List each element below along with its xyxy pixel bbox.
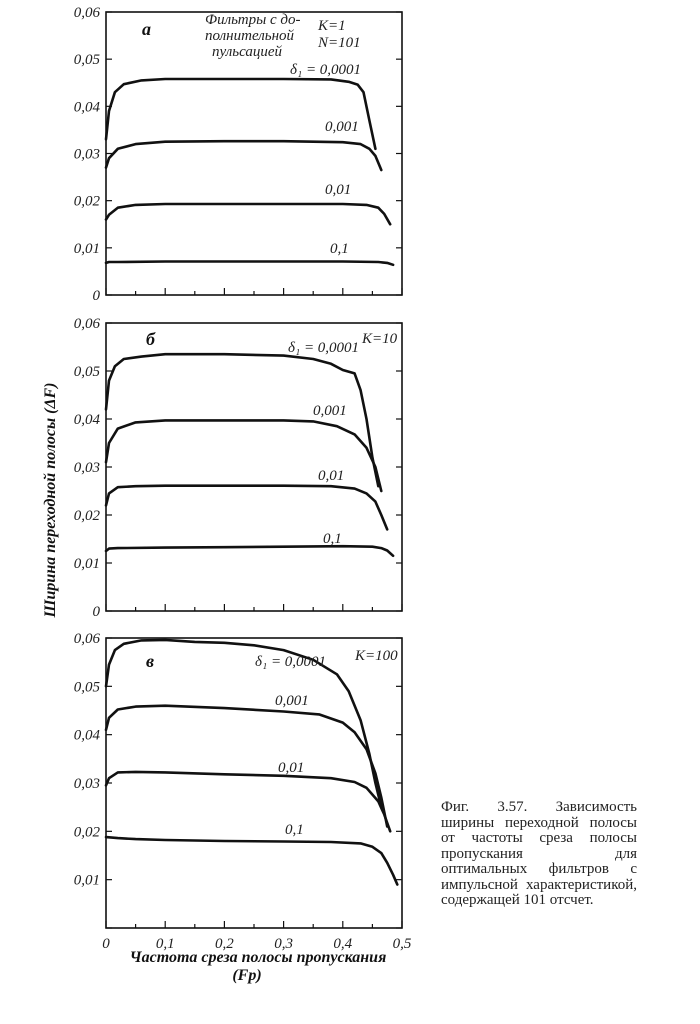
panel-1-curve-3 (106, 204, 390, 224)
panel-1-note: K=1 (318, 18, 346, 34)
panel-1-letter: а (142, 19, 151, 39)
panel-2-ytick-label: 0,01 (73, 556, 100, 572)
panel-2-note: K=10 (362, 331, 398, 347)
panel-2-ytick-label: 0 (92, 604, 100, 620)
panel-3-note: K=100 (355, 648, 398, 664)
figure-caption (441, 800, 637, 909)
panel-1-curve-1 (106, 79, 375, 149)
x-axis-title-line1: Частота среза полосы пропускания (129, 949, 387, 966)
y-axis-title: Ширина переходной полосы (ΔF) (42, 382, 59, 618)
panel-3-letter: в (146, 651, 155, 671)
panel-3-curve-4 (106, 837, 397, 884)
panel-3-xtick-label: 0,5 (392, 936, 412, 952)
panel-1-ytick-label: 0,05 (73, 52, 100, 69)
panel-1-note: Фильтры с до- (205, 12, 301, 28)
panel-2-frame (106, 323, 402, 611)
panel-3-ytick-label: 0,04 (73, 727, 100, 744)
panel-1-note: N=101 (318, 35, 361, 51)
panel-1-curve-label-2: 0,001 (325, 119, 359, 135)
caption-text: Зависимость ширины переходной полосы от частоты среза полосы пропускания для оптимальных фильтров с импульсной характеристикой, содержащей 101 отсчет. (441, 799, 638, 908)
panel-3-curve-label-4: 0,1 (285, 822, 304, 838)
panel-2-curve-label-3: 0,01 (318, 468, 345, 484)
panel-1-curve-2 (106, 141, 381, 170)
panel-3-ytick-label: 0,01 (73, 872, 100, 889)
panel-1-ytick-label: 0,03 (73, 146, 100, 163)
panel-3-ytick-label: 0,06 (73, 631, 100, 647)
panel-2-ytick-label: 0,03 (73, 460, 100, 476)
panel-1-curve-label-3: 0,01 (325, 182, 352, 198)
panel-3-xtick-label: 0,3 (274, 936, 293, 952)
panel-3-curve-label-2: 0,001 (275, 693, 309, 709)
panel-2-curve-label-2: 0,001 (313, 403, 347, 419)
panel-3-curve-label-3: 0,01 (278, 760, 305, 776)
panel-1-ytick-label: 0,04 (73, 99, 100, 116)
panel-1-curve-4 (106, 262, 393, 265)
panel-3-ytick-label: 0,05 (73, 679, 100, 696)
panel-3-ytick-label: 0,03 (73, 776, 100, 792)
panel-2-ytick-label: 0,06 (73, 316, 100, 332)
panel-1-curve-label-4: 0,1 (330, 241, 349, 257)
panel-1-note: пульсацией (212, 44, 283, 60)
panel-2-curve-4 (106, 546, 393, 556)
panel-3-curve-2 (106, 706, 387, 827)
panel-3-xtick-label: 0 (102, 936, 110, 952)
panel-1-ytick-label: 0,01 (73, 240, 100, 257)
panel-3-xtick-label: 0,1 (155, 936, 175, 952)
panel-3-xtick-label: 0,4 (333, 936, 353, 952)
panel-1-curve-label-1: δ₁ = 0,0001 (290, 62, 362, 78)
panel-1-note: полнительной (205, 28, 295, 44)
panel-2-curve-3 (106, 486, 387, 530)
panel-1-ytick-label: 0,02 (73, 193, 100, 210)
panel-3-ytick-label: 0,02 (73, 824, 100, 841)
panel-3-xtick-label: 0,2 (215, 936, 234, 952)
panel-2-curve-label-4: 0,1 (323, 531, 342, 547)
panel-2-curve-label-1: δ₁ = 0,0001 (288, 340, 360, 356)
panel-1-ytick-label: 0 (92, 288, 100, 304)
panel-2-letter: б (146, 329, 155, 349)
panel-1-ytick-label: 0,06 (73, 5, 100, 21)
panel-3-curve-label-1: δ₁ = 0,0001 (255, 654, 327, 670)
panel-2-ytick-label: 0,04 (73, 412, 100, 428)
x-axis-title-line2: (Fp) (232, 967, 262, 984)
panel-3-curve-3 (106, 772, 390, 831)
panel-2-ytick-label: 0,05 (73, 364, 100, 380)
panel-2-ytick-label: 0,02 (73, 508, 100, 524)
caption-label: Фиг. 3.57. (441, 799, 528, 815)
